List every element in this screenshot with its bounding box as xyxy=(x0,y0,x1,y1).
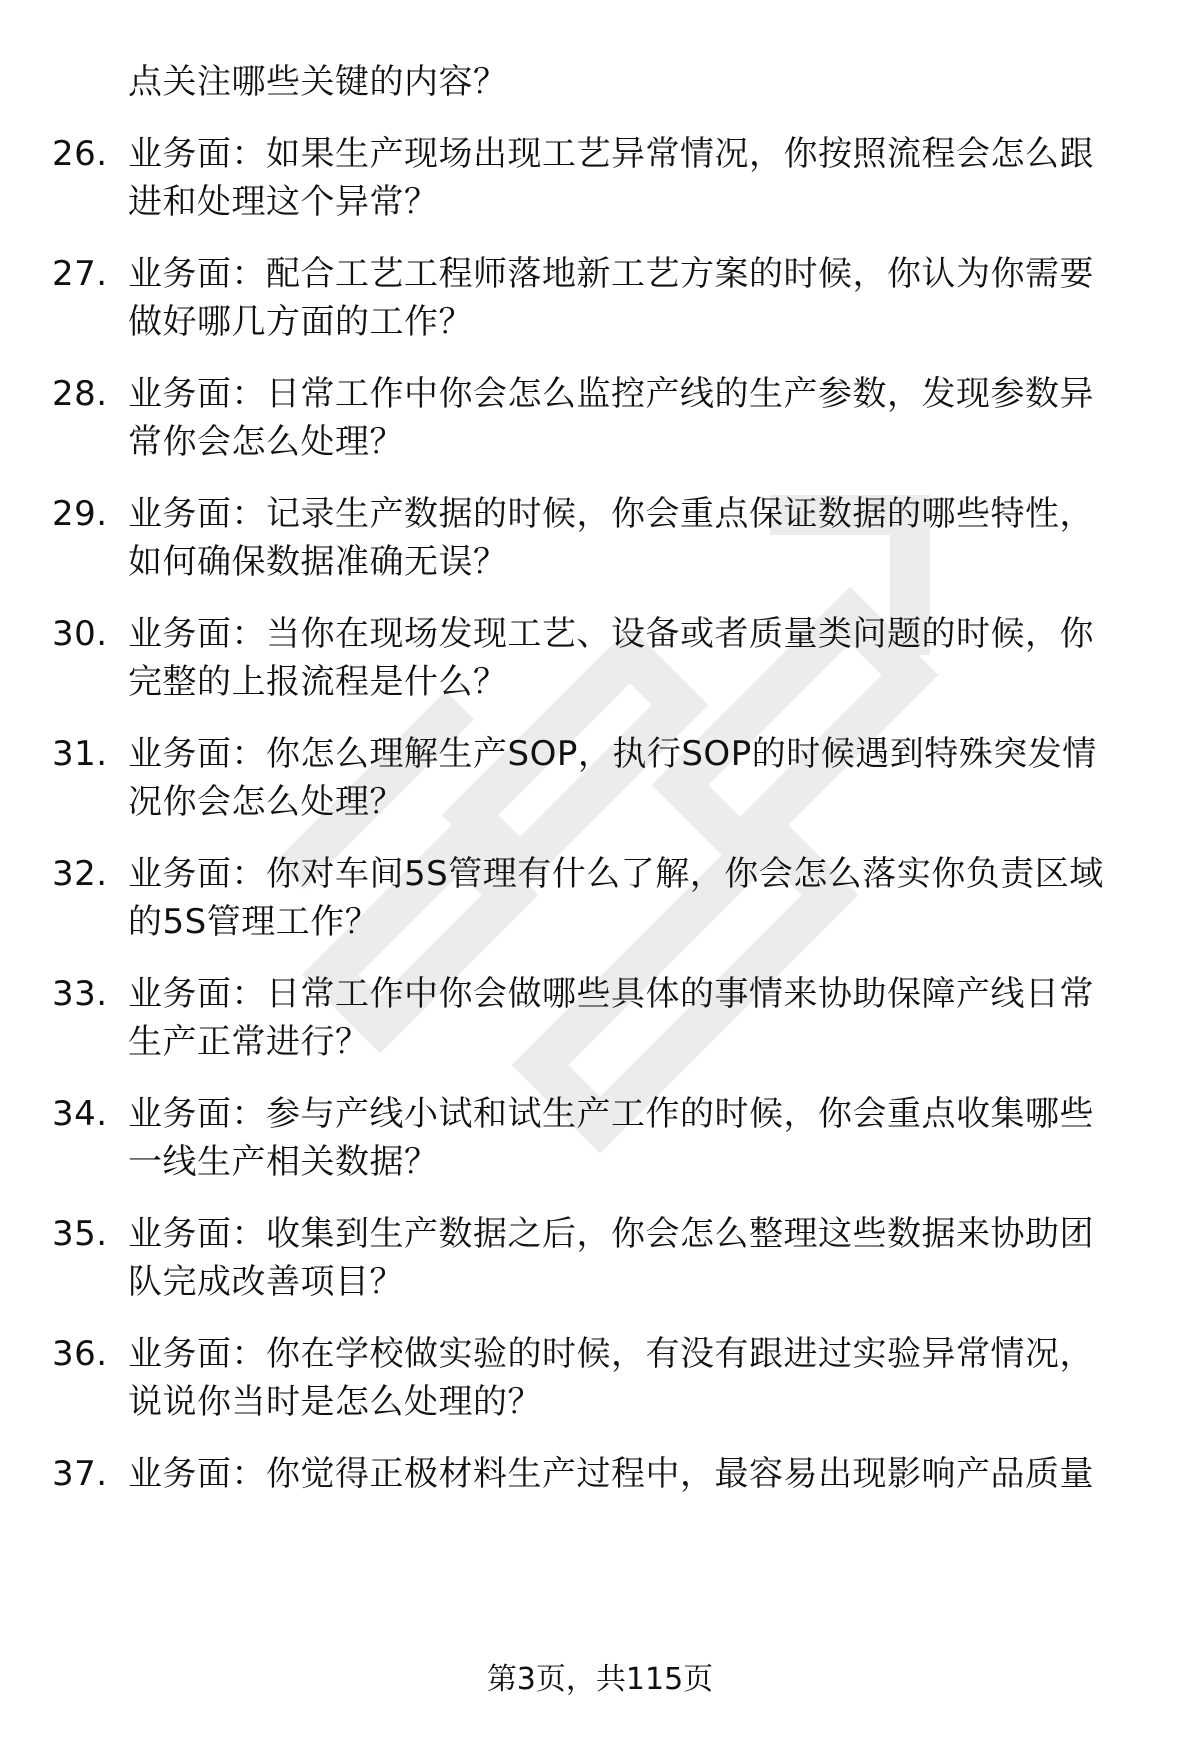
question-line: 业务面：你觉得正极材料生产过程中，最容易出现影响产品质量 xyxy=(128,1454,1094,1494)
question-text xyxy=(128,1330,1150,1426)
question-number: 31. xyxy=(52,734,108,774)
question-line: 业务面：你对车间5S管理有什么了解，你会怎么落实你负责区域 xyxy=(128,854,1104,894)
question-number: 32. xyxy=(52,854,108,894)
question-text xyxy=(128,1210,1150,1306)
question-line: 业务面：日常工作中你会做哪些具体的事情来协助保障产线日常 xyxy=(128,974,1094,1014)
question-text xyxy=(128,490,1150,586)
question-line: 业务面：参与产线小试和试生产工作的时候，你会重点收集哪些 xyxy=(128,1094,1094,1134)
question-text xyxy=(128,610,1150,706)
question-line: 常你会怎么处理？ xyxy=(128,422,404,462)
question-line: 队完成改善项目？ xyxy=(128,1262,404,1302)
question-text xyxy=(128,970,1150,1066)
question-line: 业务面：当你在现场发现工艺、设备或者质量类问题的时候，你 xyxy=(128,614,1094,654)
question-line: 说说你当时是怎么处理的？ xyxy=(128,1382,542,1422)
question-line: 做好哪几方面的工作？ xyxy=(128,302,473,342)
question-line: 业务面：配合工艺工程师落地新工艺方案的时候，你认为你需要 xyxy=(128,254,1094,294)
question-number: 36. xyxy=(52,1334,108,1374)
question-number: 28. xyxy=(52,374,108,414)
question-line: 业务面：收集到生产数据之后，你会怎么整理这些数据来协助团 xyxy=(128,1214,1094,1254)
question-number: 37. xyxy=(52,1454,108,1494)
question-number: 29. xyxy=(52,494,108,534)
question-number: 27. xyxy=(52,254,108,294)
question-line: 业务面：你在学校做实验的时候，有没有跟进过实验异常情况， xyxy=(128,1334,1094,1374)
question-text xyxy=(128,370,1150,466)
question-text xyxy=(128,1450,1150,1498)
question-text xyxy=(128,250,1150,346)
question-line: 业务面：如果生产现场出现工艺异常情况，你按照流程会怎么跟 xyxy=(128,134,1094,174)
question-line: 一线生产相关数据？ xyxy=(128,1142,439,1182)
question-number: 30. xyxy=(52,614,108,654)
question-text xyxy=(128,730,1150,826)
question-text xyxy=(128,130,1150,226)
question-line: 况你会怎么处理？ xyxy=(128,782,404,822)
question-line: 业务面：日常工作中你会怎么监控产线的生产参数，发现参数异 xyxy=(128,374,1094,414)
question-text xyxy=(128,1090,1150,1186)
question-number: 26. xyxy=(52,134,108,174)
question-line: 如何确保数据准确无误？ xyxy=(128,542,508,582)
question-line: 业务面：你怎么理解生产SOP，执行SOP的时候遇到特殊突发情 xyxy=(128,734,1097,774)
question-line: 的5S管理工作？ xyxy=(128,902,380,942)
question-number: 35. xyxy=(52,1214,108,1254)
question-number: 33. xyxy=(52,974,108,1014)
question-line: 进和处理这个异常？ xyxy=(128,182,439,222)
question-number: 34. xyxy=(52,1094,108,1134)
continuation-text: 点关注哪些关键的内容？ xyxy=(128,62,508,102)
question-line: 生产正常进行？ xyxy=(128,1022,370,1062)
question-line: 完整的上报流程是什么？ xyxy=(128,662,508,702)
question-text xyxy=(128,850,1150,946)
question-line: 业务面：记录生产数据的时候，你会重点保证数据的哪些特性， xyxy=(128,494,1094,534)
page-footer: 第3页，共115页 xyxy=(486,1662,714,1697)
